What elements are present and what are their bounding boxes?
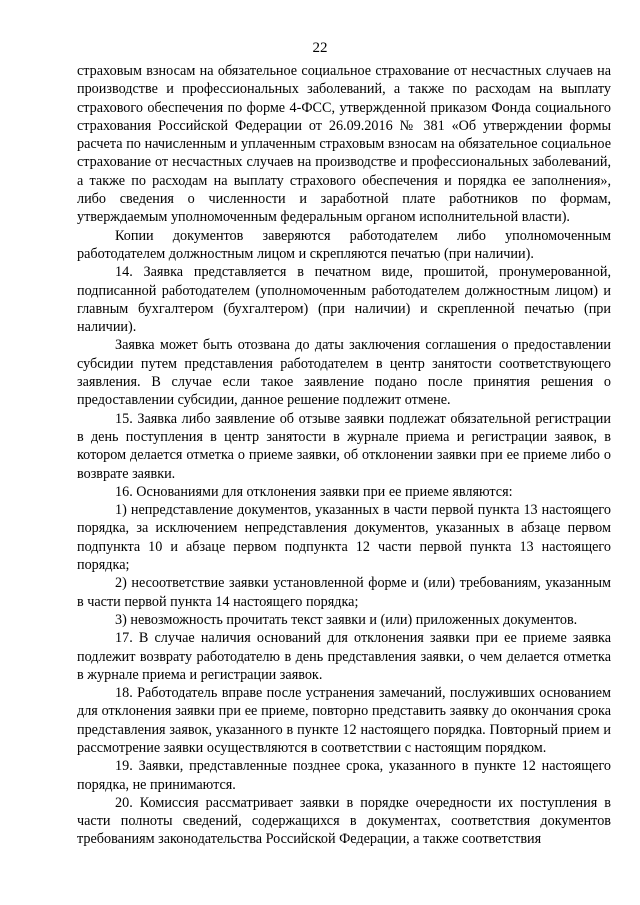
page-number: 22 [312, 40, 328, 56]
document-body [77, 62, 611, 849]
paragraph-16-item-2: 2) несоответствие заявки установленной форме и (или) требованиям, указанным в части первой пункта 14 настоящего порядка; [77, 575, 611, 610]
paragraph-14: 14. Заявка представляется в печатном виде, прошитой, пронумерованной, подписанной работодателем (уполномоченным работодателем должностным лицом) и главным бухгалтером (бухгалтером) (при наличии) и скрепленной печатью (при наличии). [77, 264, 611, 336]
paragraph-19: 19. Заявки, представленные позднее срока, указанного в пункте 12 настоящего порядка, не принимаются. [77, 758, 611, 793]
paragraph-14-withdrawal: Заявка может быть отозвана до даты заключения соглашения о предоставлении субсидии путем представления работодателем в центр занятости соответствующего заявления. В случае если такое заявление подано после принятия решения о предоставлении субсидии, данное решение подлежит отмене. [77, 337, 611, 409]
paragraph-13-continuation: страховым взносам на обязательное социальное страхование от несчастных случаев на производстве и профессиональных заболеваний, а также по расходам на выплату страхового обеспечения по форме 4-ФСС, утвержденной приказом Фонда социального страхования Российской Федерации от 26.09.2016 № 381 «Об утверждении формы расчета по начисленным и уплаченным страховым взносам на обязательное социальное страхование от несчастных случаев на производстве и профессиональных заболеваний, а также по расходам на выплату страхового обеспечения и порядка ее заполнения», либо сведения о численности и заработной плате работников по формам, утверждаемым уполномоченным федеральным органом исполнительной власти). [77, 63, 611, 226]
paragraph-17: 17. В случае наличия оснований для отклонения заявки при ее приеме заявка подлежит возврату работодателю в день представления заявки, о чем делается отметка в журнале приема и регистрации заявок. [77, 630, 611, 683]
paragraph-18: 18. Работодатель вправе после устранения замечаний, послуживших основанием для отклонения заявки при ее приеме, повторно представить заявку до окончания срока представления заявок, указанного в пункте 12 настоящего порядка. Повторный прием и рассмотрение заявки осуществляются в соответствии с настоящим порядком. [77, 685, 611, 756]
paragraph-16: 16. Основаниями для отклонения заявки при ее приеме являются: [115, 483, 513, 500]
paragraph-copies-certification: Копии документов заверяются работодателем либо уполномоченным работодателем должностным лицом и скрепляются печатью (при наличии). [77, 227, 611, 262]
paragraph-16-item-3: 3) невозможность прочитать текст заявки и (или) приложенных документов. [115, 611, 578, 628]
paragraph-16-item-1: 1) непредставление документов, указанных в части первой пункта 13 настоящего порядка, за исключением непредставления документов, указанных в абзаце первом подпункта 10 и абзаце первом подпункта 12 части первой пункта 13 настоящего порядка; [77, 502, 611, 574]
paragraph-20: 20. Комиссия рассматривает заявки в порядке очередности их поступления в части полноты сведений, содержащихся в документах, соответствия документов требованиям законодательства Российской Федерации, а также соответствия [77, 794, 611, 848]
paragraph-15: 15. Заявка либо заявление об отзыве заявки подлежат обязательной регистрации в день поступления в центр занятости в журнале приема и регистрации заявок, в котором делается отметка о приеме заявки, об отклонении заявки при ее приеме либо о возврате заявки. [77, 410, 611, 482]
